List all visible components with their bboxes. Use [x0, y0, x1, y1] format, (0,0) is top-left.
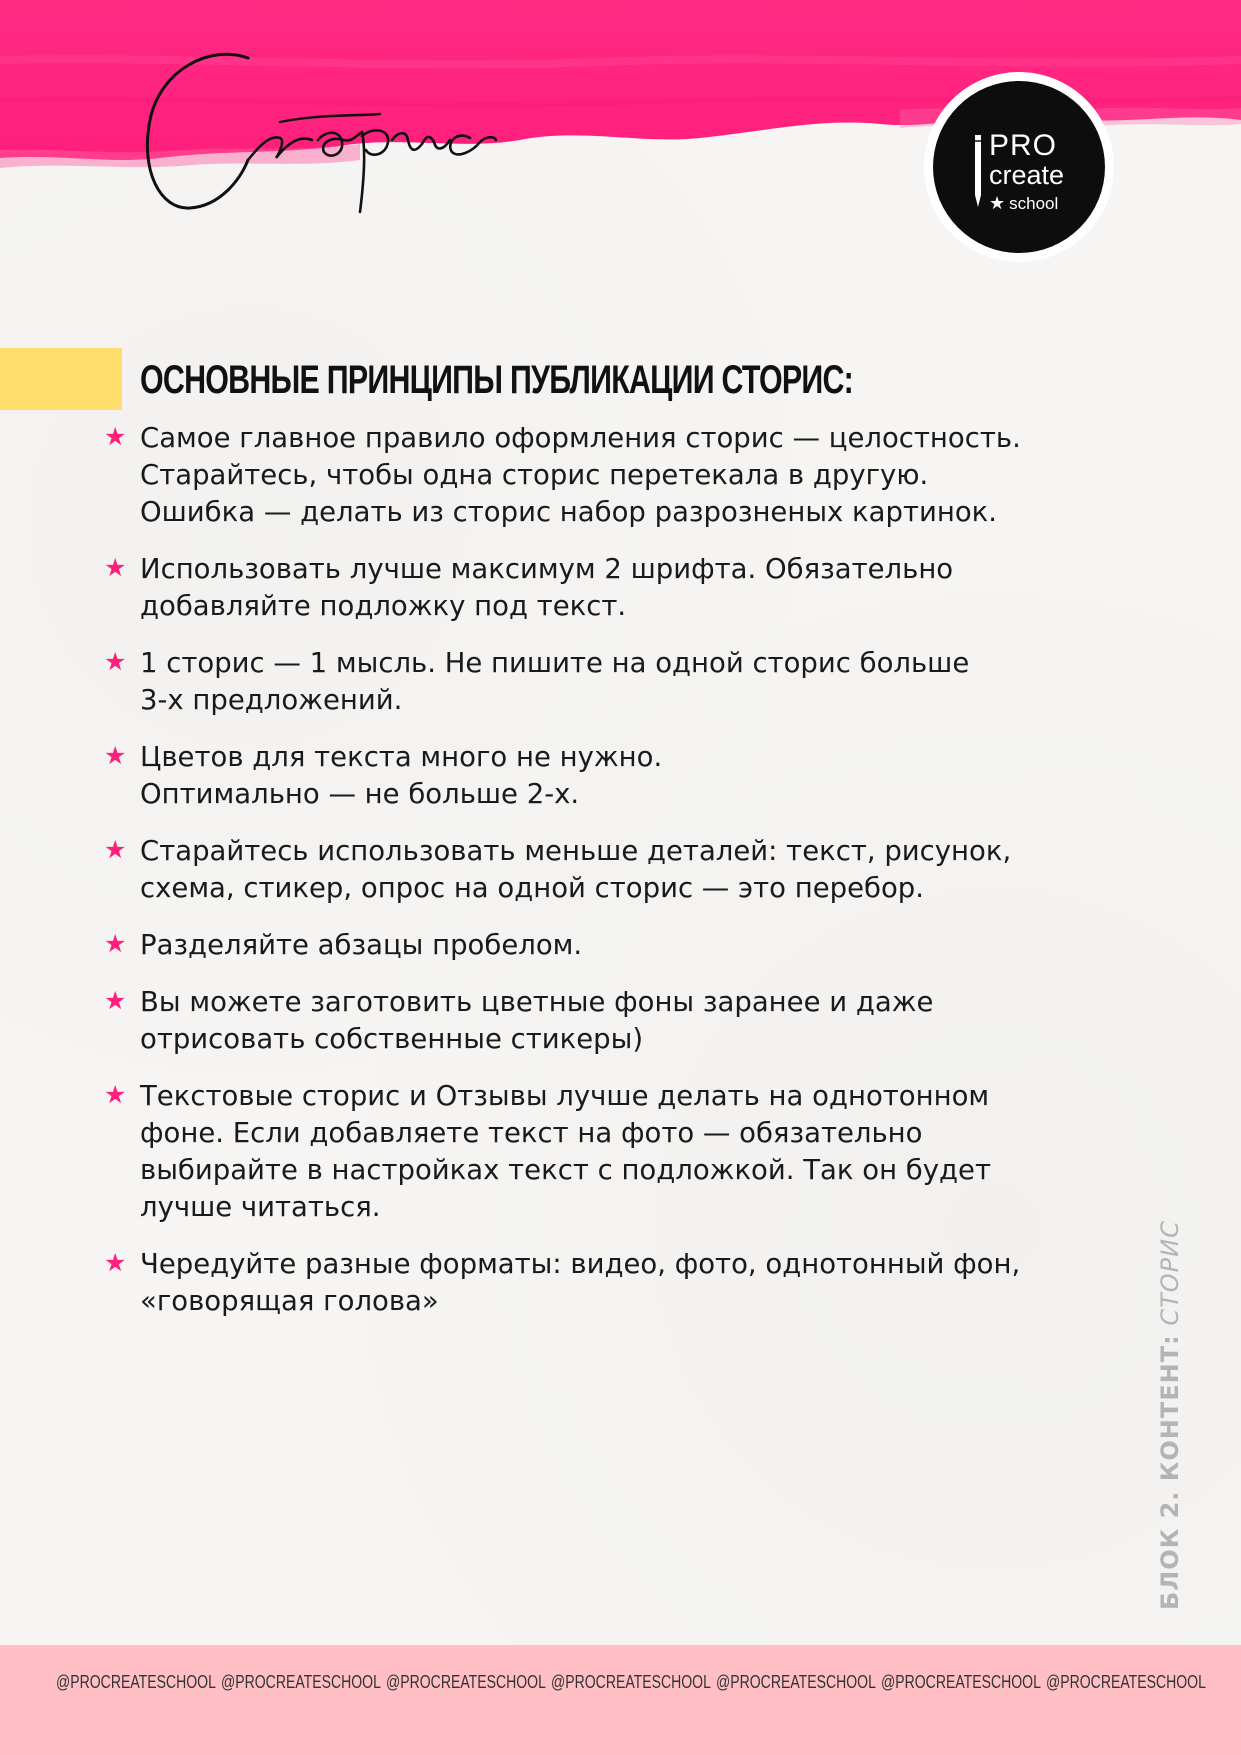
rule-item: [104, 1246, 1124, 1320]
script-title-lettering: [130, 40, 550, 220]
brand-logo: [924, 72, 1114, 262]
side-label-topic: СТОРИС: [1156, 1220, 1184, 1326]
side-label-block: БЛОК 2. КОНТЕНТ:: [1156, 1334, 1184, 1610]
footer-band: [0, 1645, 1241, 1755]
heading-accent-bar: [0, 348, 122, 410]
side-section-label: [1156, 1220, 1184, 1610]
star-bullet-icon: ★: [104, 835, 127, 864]
rule-text: Чередуйте разные форматы: видео, фото, однотонный фон, «говорящая голова»: [140, 1248, 1021, 1317]
instagram-handle-link[interactable]: @PROCREATESCHOOL: [1046, 1672, 1206, 1692]
rule-item: [104, 984, 1124, 1058]
star-bullet-icon: ★: [104, 422, 127, 451]
pencil-icon: [973, 135, 983, 207]
star-bullet-icon: ★: [104, 1248, 127, 1277]
rules-list: [104, 420, 1124, 1340]
logo-create-text: create: [989, 160, 1065, 190]
logo-pro-text: PRO: [989, 129, 1058, 162]
rule-text: Старайтесь использовать меньше деталей: текст, рисунок, схема, стикер, опрос на одной сторис — это перебор.: [140, 835, 1012, 904]
rule-text: Самое главное правило оформления сторис — целостность. Старайтесь, чтобы одна сторис перетекала в другую. Ошибка — делать из сторис набор разрозненых картинок.: [140, 422, 1021, 528]
instagram-handle-link[interactable]: @PROCREATESCHOOL: [56, 1672, 216, 1692]
logo-circle: [933, 81, 1105, 253]
star-bullet-icon: ★: [104, 1080, 127, 1109]
rule-item: [104, 551, 1124, 625]
logo-school-line: [989, 193, 1058, 214]
rule-text: 1 сторис — 1 мысль. Не пишите на одной сторис больше 3-х предложений.: [140, 647, 970, 716]
rule-text: Текстовые сторис и Отзывы лучше делать на однотонном фоне. Если добавляете текст на фото — обязательно выбирайте в настройках текст с подложкой. Так он будет лучше читаться.: [140, 1080, 991, 1223]
instagram-handle-link[interactable]: @PROCREATESCHOOL: [881, 1672, 1041, 1692]
rule-text: Использовать лучше максимум 2 шрифта. Обязательно добавляйте подложку под текст.: [140, 553, 954, 622]
instagram-handle-link[interactable]: @PROCREATESCHOOL: [221, 1672, 381, 1692]
rule-item: [104, 739, 1124, 813]
rule-text: Цветов для текста много не нужно. Оптимально — не больше 2-х.: [140, 741, 663, 810]
rule-item: [104, 833, 1124, 907]
rule-item: [104, 420, 1124, 531]
star-bullet-icon: ★: [104, 986, 127, 1015]
instagram-handle-link[interactable]: @PROCREATESCHOOL: [551, 1672, 711, 1692]
rule-text: Вы можете заготовить цветные фоны заранее и даже отрисовать собственные стикеры): [140, 986, 934, 1055]
rule-text: Разделяйте абзацы пробелом.: [140, 929, 583, 961]
rule-item: [104, 1078, 1124, 1226]
rule-item: [104, 927, 1124, 964]
star-icon: ★: [989, 193, 1006, 213]
star-bullet-icon: ★: [104, 647, 127, 676]
instagram-handle-link[interactable]: @PROCREATESCHOOL: [386, 1672, 546, 1692]
instagram-handle-link[interactable]: @PROCREATESCHOOL: [716, 1672, 876, 1692]
star-bullet-icon: ★: [104, 553, 127, 582]
star-bullet-icon: ★: [104, 741, 127, 770]
page-title-script: [130, 40, 550, 220]
logo-school-text: school: [1009, 194, 1059, 213]
star-bullet-icon: ★: [104, 929, 127, 958]
rule-item: [104, 645, 1124, 719]
section-heading: ОСНОВНЫЕ ПРИНЦИПЫ ПУБЛИКАЦИИ СТОРИС:: [140, 358, 854, 402]
footer-handles: [56, 1672, 1206, 1693]
